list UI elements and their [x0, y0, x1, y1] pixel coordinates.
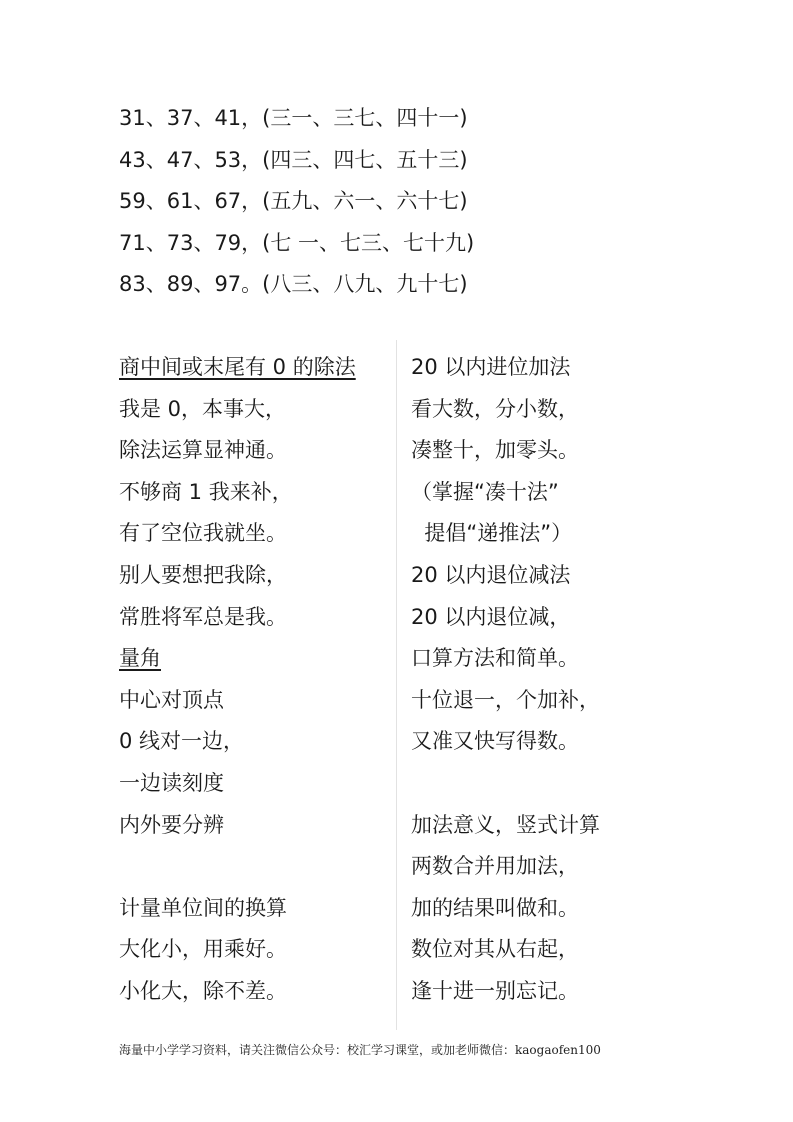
- section-title-addition-meaning: 加法意义，竖式计算: [411, 812, 600, 837]
- verse-line: 我是 0，本事大，: [119, 396, 287, 421]
- prime-line: 31、37、41，(三一、三七、四十一): [119, 106, 468, 130]
- verse-line: （掌握“凑十法”: [411, 479, 559, 504]
- verse-line: 口算方法和简单。: [411, 646, 579, 671]
- verse-line: 十位退一，个加补，: [411, 687, 600, 712]
- verse-line: 20 以内退位减，: [411, 604, 571, 629]
- verse-line: 不够商 1 我来补，: [119, 479, 293, 504]
- verse-line: 又准又快写得数。: [411, 729, 579, 754]
- verse-line: 0 线对一边，: [119, 729, 245, 754]
- verse-line: 逢十进一别忘记。: [411, 978, 579, 1003]
- verse-line: 常胜将军总是我。: [119, 604, 287, 629]
- section-title-addition-carry: 20 以内进位加法: [411, 355, 571, 379]
- prime-line: 71、73、79，(七 一、七三、七十九): [119, 230, 475, 255]
- footer-note: 海量中小学学习资料，请关注微信公众号：校汇学习课堂，或加老师微信：kaogaofen100: [119, 1043, 601, 1057]
- section-title-division-zero: 商中间或末尾有 0 的除法: [119, 355, 356, 379]
- verse-line: 小化大，除不差。: [119, 978, 287, 1003]
- verse-line: 提倡“递推法”）: [411, 521, 573, 546]
- verse-line: 看大数，分小数，: [411, 396, 579, 421]
- verse-line: 大化小，用乘好。: [119, 937, 287, 962]
- verse-line: 一边读刻度: [119, 770, 224, 795]
- verse-line: 加的结果叫做和。: [411, 895, 579, 920]
- verse-line: 除法运算显神通。: [119, 438, 287, 463]
- left-column: [119, 347, 389, 1013]
- prime-number-list: [119, 98, 679, 306]
- prime-line: 43、47、53，(四三、四七、五十三): [119, 147, 468, 172]
- prime-line: 83、89、97。(八三、八九、九十七): [119, 272, 468, 296]
- verse-line: 有了空位我就坐。: [119, 521, 287, 546]
- right-column: [411, 347, 711, 1013]
- verse-line: 别人要想把我除，: [119, 562, 287, 587]
- blank-row: [119, 846, 389, 888]
- verse-line: 数位对其从右起，: [411, 937, 579, 962]
- column-divider: [396, 340, 397, 1030]
- verse-line: 两数合并用加法，: [411, 854, 579, 879]
- prime-line: 59、61、67，(五九、六一、六十七): [119, 189, 468, 213]
- blank-row: [411, 763, 711, 805]
- verse-line: 凑整十，加零头。: [411, 438, 579, 463]
- section-title-angle-measure: 量角: [119, 646, 161, 671]
- verse-line: 内外要分辨: [119, 812, 224, 837]
- verse-line: 中心对顶点: [119, 687, 224, 712]
- section-title-unit-conversion: 计量单位间的换算: [119, 895, 287, 920]
- section-title-subtraction-borrow: 20 以内退位减法: [411, 562, 571, 587]
